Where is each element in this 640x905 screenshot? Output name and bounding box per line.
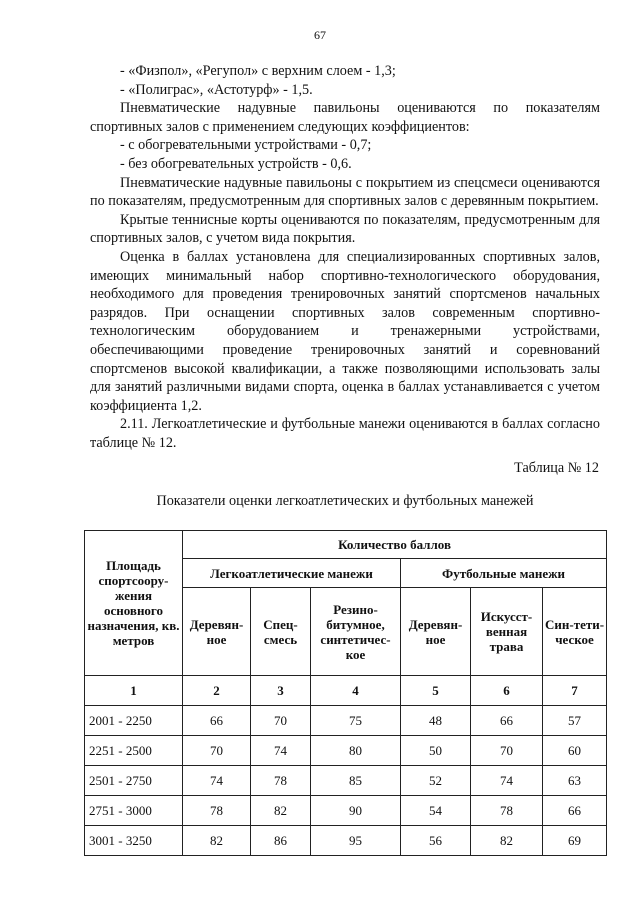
area-cell: 2501 - 2750	[85, 766, 183, 796]
column-number: 7	[543, 676, 607, 706]
table-label: Таблица № 12	[514, 460, 599, 476]
table-title: Показатели оценки легкоатлетических и футбольных манежей	[156, 493, 534, 509]
area-cell: 2001 - 2250	[85, 706, 183, 736]
area-cell: 2751 - 3000	[85, 796, 183, 826]
table-row	[85, 706, 607, 736]
value-cell: 78	[471, 796, 543, 826]
column-number: 1	[85, 676, 183, 706]
value-cell: 74	[251, 736, 311, 766]
football-header: Футбольные манежи	[401, 559, 607, 588]
athletics-header: Легкоатлетические манежи	[183, 559, 401, 588]
value-cell: 70	[251, 706, 311, 736]
column-number: 4	[311, 676, 401, 706]
paragraph: Пневматические надувные павильоны с покрытием из спецсмеси оцениваются по показателям, предусмотренным для спортивных залов с деревянным покрытием.	[90, 174, 600, 210]
value-cell: 54	[401, 796, 471, 826]
list-item: - с обогревательными устройствами - 0,7;	[120, 137, 372, 154]
table-row	[85, 826, 607, 856]
list-item: - без обогревательных устройств - 0,6.	[120, 155, 352, 172]
value-cell: 75	[311, 706, 401, 736]
list-item: - «Физпол», «Регупол» с верхним слоем - 1,3;	[120, 63, 396, 79]
value-cell: 50	[401, 736, 471, 766]
value-cell: 52	[401, 766, 471, 796]
column-header: Резино-битумное, синтетичес-кое	[311, 588, 401, 676]
column-header: Спец-смесь	[251, 588, 311, 676]
paragraph: Крытые теннисные корты оцениваются по показателям, предусмотренным для спортивных залов, с учетом вида покрытия.	[90, 211, 600, 247]
value-cell: 90	[311, 796, 401, 826]
value-cell: 82	[471, 826, 543, 856]
column-header: Син-тети-ческое	[543, 588, 607, 676]
value-cell: 70	[183, 736, 251, 766]
area-cell: 2251 - 2500	[85, 736, 183, 766]
value-cell: 80	[311, 736, 401, 766]
area-column-header: Площадь спортсоору-жения основного назначения, кв. метров	[85, 531, 183, 676]
value-cell: 69	[543, 826, 607, 856]
paragraph: 2.11. Легкоатлетические и футбольные манежи оцениваются в баллах согласно таблице № 12.	[90, 416, 600, 451]
value-cell: 48	[401, 706, 471, 736]
value-cell: 78	[183, 796, 251, 826]
column-number: 2	[183, 676, 251, 706]
column-header: Деревян-ное	[183, 588, 251, 676]
value-cell: 56	[401, 826, 471, 856]
value-cell: 70	[471, 736, 543, 766]
value-cell: 66	[183, 706, 251, 736]
value-cell: 85	[311, 766, 401, 796]
value-cell: 95	[311, 826, 401, 856]
paragraph: Оценка в баллах установлена для специализированных спортивных залов, имеющих минимальный набор спортивно-технологического оборудования, необходимого для проведения тренировочных занятий спортсменов начальных разрядов. При оснащении спортивных залов современным спортивно-технологическим оборудованием и тренажерными устройствами, обеспечивающими проведение тренировочных занятий и соревнований спортсменов высокой квалификации, а также позволяющими использовать залы для занятий различными видами спорта, оценка в баллах устанавливается с учетом коэффициента 1,2.	[90, 248, 600, 414]
value-cell: 86	[251, 826, 311, 856]
value-cell: 60	[543, 736, 607, 766]
value-cell: 66	[543, 796, 607, 826]
value-cell: 74	[471, 766, 543, 796]
scoring-table	[84, 530, 607, 856]
column-header: Деревян-ное	[401, 588, 471, 676]
value-cell: 63	[543, 766, 607, 796]
value-cell: 74	[183, 766, 251, 796]
points-group-header: Количество баллов	[183, 531, 607, 559]
column-number: 6	[471, 676, 543, 706]
table-row	[85, 736, 607, 766]
table-row	[85, 766, 607, 796]
table-row	[85, 796, 607, 826]
value-cell: 82	[183, 826, 251, 856]
column-number: 3	[251, 676, 311, 706]
body-text	[90, 62, 600, 452]
page-number: 67	[314, 28, 326, 42]
value-cell: 57	[543, 706, 607, 736]
paragraph: Пневматические надувные павильоны оцениваются по показателям спортивных залов с применением следующих коэффициентов:	[90, 100, 600, 135]
value-cell: 66	[471, 706, 543, 736]
value-cell: 82	[251, 796, 311, 826]
list-item: - «Полиграс», «Астотурф» - 1,5.	[120, 81, 313, 98]
column-header: Искусст-венная трава	[471, 588, 543, 676]
area-cell: 3001 - 3250	[85, 826, 183, 856]
value-cell: 78	[251, 766, 311, 796]
column-number: 5	[401, 676, 471, 706]
